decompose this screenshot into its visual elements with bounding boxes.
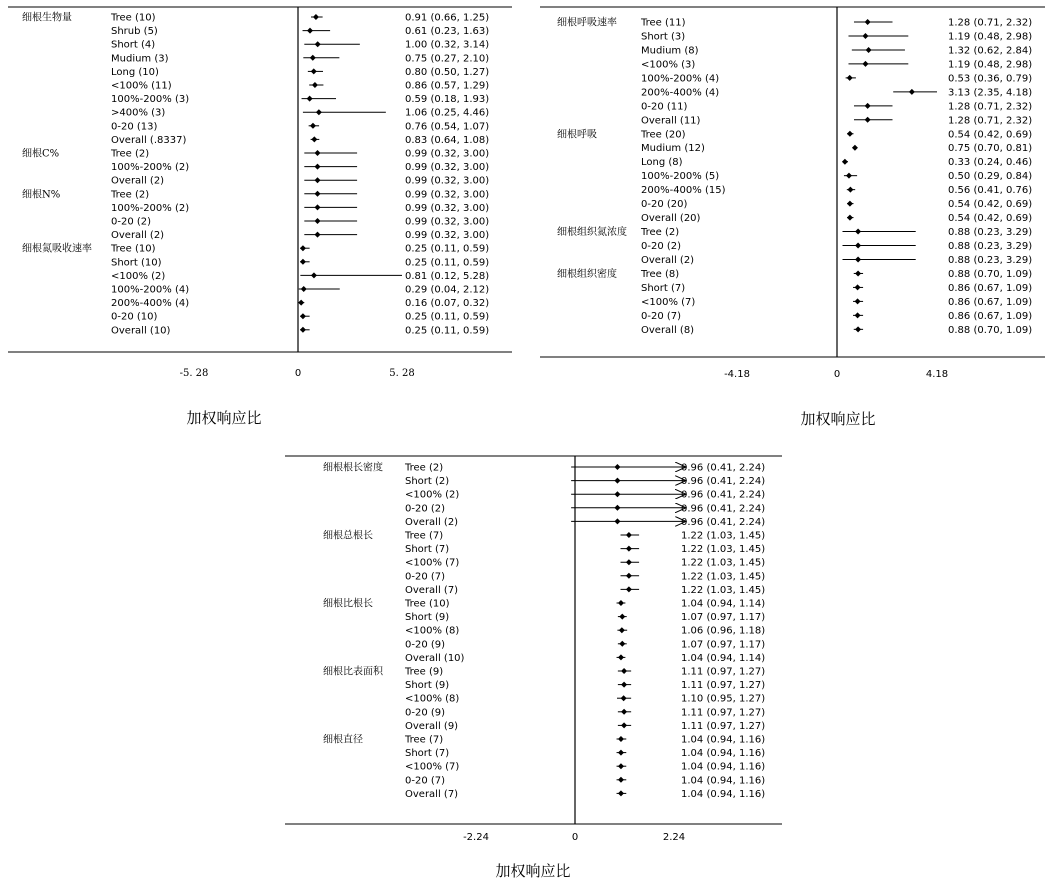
estimate-ci-text: 0.99 (0.32, 3.00) xyxy=(405,230,490,242)
estimate-ci-text: 1.28 (0.71, 2.32) xyxy=(948,115,1033,127)
point-estimate-marker xyxy=(618,777,624,783)
row-label: Overall (7) xyxy=(405,584,459,596)
point-estimate-marker xyxy=(307,96,313,102)
point-estimate-marker xyxy=(855,243,861,249)
estimate-ci-text: 1.06 (0.25, 4.46) xyxy=(405,107,490,119)
point-estimate-marker xyxy=(619,614,625,620)
x-tick-label: -2.24 xyxy=(463,832,489,843)
row-label: Tree (20) xyxy=(641,129,686,141)
point-estimate-marker xyxy=(847,187,853,193)
point-estimate-marker xyxy=(626,586,632,592)
row-label: Short (7) xyxy=(641,282,686,294)
row-label: 0-20 (2) xyxy=(405,503,446,515)
row-label: Overall (9) xyxy=(405,720,459,732)
estimate-ci-text: 0.86 (0.67, 1.09) xyxy=(948,296,1033,308)
group-label: 细根N% xyxy=(22,189,61,201)
row-label: 0-20 (2) xyxy=(111,216,152,228)
estimate-ci-text: 1.32 (0.62, 2.84) xyxy=(948,45,1033,57)
estimate-ci-text: 0.25 (0.11, 0.59) xyxy=(405,325,490,337)
estimate-ci-text: 3.13 (2.35, 4.18) xyxy=(948,87,1033,99)
group-label: 细根呼吸速率 xyxy=(557,17,617,29)
row-label: 0-20 (9) xyxy=(405,639,446,651)
point-estimate-marker xyxy=(909,89,915,95)
row-label: 0-20 (10) xyxy=(111,311,158,323)
estimate-ci-text: 0.76 (0.54, 1.07) xyxy=(405,121,490,133)
estimate-ci-text: 0.99 (0.32, 3.00) xyxy=(405,148,490,160)
point-estimate-marker xyxy=(316,109,322,115)
row-label: Overall (7) xyxy=(405,788,459,800)
estimate-ci-text: 0.29 (0.04, 2.12) xyxy=(405,284,490,296)
point-estimate-marker xyxy=(618,654,624,660)
x-tick-label: 0 xyxy=(571,832,579,843)
row-label: 0-20 (2) xyxy=(641,241,682,253)
estimate-ci-text: 0.96 (0.41, 2.24) xyxy=(681,462,766,474)
point-estimate-marker xyxy=(855,326,861,332)
point-estimate-marker xyxy=(618,763,624,769)
estimate-ci-text: 0.54 (0.42, 0.69) xyxy=(948,213,1033,225)
estimate-ci-text: 0.99 (0.32, 3.00) xyxy=(405,202,490,214)
point-estimate-marker xyxy=(300,259,306,265)
point-estimate-marker xyxy=(626,546,632,552)
point-estimate-marker xyxy=(618,600,624,606)
row-label: <100% (7) xyxy=(405,761,460,773)
x-tick-label: -5. 28 xyxy=(179,368,209,379)
row-label: Long (10) xyxy=(111,66,159,78)
row-label: 0-20 (11) xyxy=(641,101,688,113)
row-label: Overall (.8337) xyxy=(111,134,187,146)
point-estimate-marker xyxy=(315,164,321,170)
estimate-ci-text: 0.99 (0.32, 3.00) xyxy=(405,216,490,228)
point-estimate-marker xyxy=(315,218,321,224)
estimate-ci-text: 1.04 (0.94, 1.16) xyxy=(681,788,766,800)
row-label: <100% (11) xyxy=(111,80,172,92)
point-estimate-marker xyxy=(315,41,321,47)
group-label: 细根C% xyxy=(22,148,60,160)
point-estimate-marker xyxy=(618,790,624,796)
forest-panel-2 xyxy=(540,7,1045,428)
estimate-ci-text: 1.22 (1.03, 1.45) xyxy=(681,571,766,583)
estimate-ci-text: 1.06 (0.96, 1.18) xyxy=(681,625,766,637)
estimate-ci-text: 0.54 (0.42, 0.69) xyxy=(948,199,1033,211)
point-estimate-marker xyxy=(621,695,627,701)
estimate-ci-text: 0.53 (0.36, 0.79) xyxy=(948,73,1033,85)
estimate-ci-text: 1.04 (0.94, 1.14) xyxy=(681,598,766,610)
point-estimate-marker xyxy=(847,75,853,81)
group-label: 细根组织氮浓度 xyxy=(557,227,627,239)
row-label: Overall (2) xyxy=(405,516,459,528)
row-label: Mudium (3) xyxy=(111,53,169,65)
row-label: Tree (10) xyxy=(111,12,156,24)
point-estimate-marker xyxy=(300,327,306,333)
point-estimate-marker xyxy=(301,286,307,292)
point-estimate-marker xyxy=(862,61,868,67)
group-label: 细根根长密度 xyxy=(323,462,383,474)
estimate-ci-text: 1.28 (0.71, 2.32) xyxy=(948,17,1033,29)
point-estimate-marker xyxy=(300,313,306,319)
group-label: 细根生物量 xyxy=(22,12,72,24)
estimate-ci-text: 1.22 (1.03, 1.45) xyxy=(681,530,766,542)
row-label: <100% (8) xyxy=(405,625,460,637)
estimate-ci-text: 1.28 (0.71, 2.32) xyxy=(948,101,1033,113)
estimate-ci-text: 1.10 (0.95, 1.27) xyxy=(681,693,766,705)
row-label: 0-20 (13) xyxy=(111,121,158,133)
row-label: Tree (2) xyxy=(641,227,680,239)
row-label: 200%-400% (4) xyxy=(641,87,720,99)
estimate-ci-text: 0.96 (0.41, 2.24) xyxy=(681,503,766,515)
row-label: Short (10) xyxy=(111,257,162,269)
estimate-ci-text: 0.16 (0.07, 0.32) xyxy=(405,298,490,310)
estimate-ci-text: 0.56 (0.41, 0.76) xyxy=(948,185,1033,197)
group-label: 细根直径 xyxy=(323,734,363,746)
point-estimate-marker xyxy=(315,204,321,210)
point-estimate-marker xyxy=(847,201,853,207)
estimate-ci-text: 0.91 (0.66, 1.25) xyxy=(405,12,490,24)
point-estimate-marker xyxy=(618,750,624,756)
point-estimate-marker xyxy=(614,464,620,470)
row-label: 100%-200% (2) xyxy=(111,202,190,214)
estimate-ci-text: 0.83 (0.64, 1.08) xyxy=(405,134,490,146)
row-label: Mudium (12) xyxy=(641,143,705,155)
row-label: <100% (7) xyxy=(405,557,460,569)
estimate-ci-text: 0.99 (0.32, 3.00) xyxy=(405,189,490,201)
row-label: <100% (7) xyxy=(641,296,696,308)
estimate-ci-text: 0.99 (0.32, 3.00) xyxy=(405,175,490,187)
row-label: Short (3) xyxy=(641,31,686,43)
estimate-ci-text: 1.04 (0.94, 1.16) xyxy=(681,748,766,760)
estimate-ci-text: 0.81 (0.12, 5.28) xyxy=(405,270,490,282)
point-estimate-marker xyxy=(855,298,861,304)
x-axis-title: 加权响应比 xyxy=(186,409,262,427)
estimate-ci-text: 0.96 (0.41, 2.24) xyxy=(681,476,766,488)
point-estimate-marker xyxy=(621,668,627,674)
row-label: <100% (8) xyxy=(405,693,460,705)
point-estimate-marker xyxy=(862,33,868,39)
estimate-ci-text: 0.99 (0.32, 3.00) xyxy=(405,162,490,174)
estimate-ci-text: 1.22 (1.03, 1.45) xyxy=(681,544,766,556)
point-estimate-marker xyxy=(865,103,871,109)
point-estimate-marker xyxy=(300,245,306,251)
estimate-ci-text: 0.96 (0.41, 2.24) xyxy=(681,516,766,528)
row-label: Short (7) xyxy=(405,748,450,760)
row-label: Overall (10) xyxy=(405,652,465,664)
point-estimate-marker xyxy=(855,270,861,276)
row-label: Tree (7) xyxy=(405,530,444,542)
estimate-ci-text: 1.04 (0.94, 1.14) xyxy=(681,652,766,664)
point-estimate-marker xyxy=(311,68,317,74)
estimate-ci-text: 0.88 (0.23, 3.29) xyxy=(948,241,1033,253)
estimate-ci-text: 1.22 (1.03, 1.45) xyxy=(681,584,766,596)
row-label: <100% (2) xyxy=(111,270,166,282)
point-estimate-marker xyxy=(852,145,858,151)
point-estimate-marker xyxy=(315,191,321,197)
x-tick-label: 2.24 xyxy=(662,832,686,843)
point-estimate-marker xyxy=(855,284,861,290)
point-estimate-marker xyxy=(619,627,625,633)
estimate-ci-text: 1.00 (0.32, 3.14) xyxy=(405,39,490,51)
row-label: 0-20 (7) xyxy=(405,571,446,583)
estimate-ci-text: 1.04 (0.94, 1.16) xyxy=(681,775,766,787)
row-label: >400% (3) xyxy=(111,107,166,119)
estimate-ci-text: 0.86 (0.67, 1.09) xyxy=(948,282,1033,294)
estimate-ci-text: 0.96 (0.41, 2.24) xyxy=(681,489,766,501)
row-label: <100% (3) xyxy=(641,59,696,71)
row-label: Short (2) xyxy=(405,476,450,488)
estimate-ci-text: 0.33 (0.24, 0.46) xyxy=(948,157,1033,169)
x-tick-label: 0 xyxy=(833,369,841,380)
row-label: Overall (8) xyxy=(641,324,695,336)
estimate-ci-text: 0.75 (0.27, 2.10) xyxy=(405,53,490,65)
row-label: Short (4) xyxy=(111,39,156,51)
row-label: Overall (10) xyxy=(111,325,171,337)
point-estimate-marker xyxy=(619,641,625,647)
point-estimate-marker xyxy=(846,173,852,179)
estimate-ci-text: 0.50 (0.29, 0.84) xyxy=(948,171,1033,183)
point-estimate-marker xyxy=(311,272,317,278)
row-label: Overall (2) xyxy=(641,254,695,266)
row-label: 100%-200% (4) xyxy=(111,284,190,296)
point-estimate-marker xyxy=(847,131,853,137)
row-label: 0-20 (20) xyxy=(641,199,688,211)
estimate-ci-text: 1.11 (0.97, 1.27) xyxy=(681,680,766,692)
row-label: Overall (20) xyxy=(641,213,701,225)
point-estimate-marker xyxy=(865,19,871,25)
estimate-ci-text: 0.80 (0.50, 1.27) xyxy=(405,66,490,78)
row-label: Short (7) xyxy=(405,544,450,556)
row-label: Tree (10) xyxy=(405,598,450,610)
x-tick-label: 5. 28 xyxy=(389,368,415,379)
row-label: 100%-200% (5) xyxy=(641,171,720,183)
row-label: 200%-400% (4) xyxy=(111,298,190,310)
forest-panel-3 xyxy=(285,456,782,880)
point-estimate-marker xyxy=(626,573,632,579)
estimate-ci-text: 0.59 (0.18, 1.93) xyxy=(405,94,490,106)
estimate-ci-text: 0.86 (0.57, 1.29) xyxy=(405,80,490,92)
estimate-ci-text: 1.04 (0.94, 1.16) xyxy=(681,761,766,773)
estimate-ci-text: 1.11 (0.97, 1.27) xyxy=(681,707,766,719)
point-estimate-marker xyxy=(307,28,313,34)
row-label: 100%-200% (2) xyxy=(111,162,190,174)
point-estimate-marker xyxy=(312,82,318,88)
row-label: Overall (2) xyxy=(111,230,165,242)
estimate-ci-text: 0.88 (0.23, 3.29) xyxy=(948,254,1033,266)
x-axis-title: 加权响应比 xyxy=(800,410,876,428)
row-label: 200%-400% (15) xyxy=(641,185,726,197)
point-estimate-marker xyxy=(855,312,861,318)
estimate-ci-text: 0.88 (0.70, 1.09) xyxy=(948,268,1033,280)
point-estimate-marker xyxy=(310,123,316,129)
estimate-ci-text: 1.07 (0.97, 1.17) xyxy=(681,612,766,624)
x-tick-label: 4.18 xyxy=(925,369,949,380)
row-label: 0-20 (9) xyxy=(405,707,446,719)
point-estimate-marker xyxy=(866,47,872,53)
row-label: Tree (2) xyxy=(111,148,150,160)
estimate-ci-text: 0.88 (0.23, 3.29) xyxy=(948,227,1033,239)
estimate-ci-text: 0.88 (0.70, 1.09) xyxy=(948,324,1033,336)
group-label: 细根总根长 xyxy=(323,530,373,542)
estimate-ci-text: 0.86 (0.67, 1.09) xyxy=(948,310,1033,322)
row-label: Overall (11) xyxy=(641,115,701,127)
row-label: Tree (8) xyxy=(641,268,680,280)
row-label: Long (8) xyxy=(641,157,683,169)
point-estimate-marker xyxy=(315,177,321,183)
estimate-ci-text: 1.11 (0.97, 1.27) xyxy=(681,666,766,678)
point-estimate-marker xyxy=(313,14,319,20)
point-estimate-marker xyxy=(614,478,620,484)
point-estimate-marker xyxy=(614,518,620,524)
point-estimate-marker xyxy=(842,159,848,165)
estimate-ci-text: 1.19 (0.48, 2.98) xyxy=(948,31,1033,43)
point-estimate-marker xyxy=(847,215,853,221)
estimate-ci-text: 0.25 (0.11, 0.59) xyxy=(405,311,490,323)
row-label: Overall (2) xyxy=(111,175,165,187)
estimate-ci-text: 1.19 (0.48, 2.98) xyxy=(948,59,1033,71)
row-label: Tree (11) xyxy=(641,17,686,29)
point-estimate-marker xyxy=(626,559,632,565)
point-estimate-marker xyxy=(310,55,316,61)
x-axis-title: 加权响应比 xyxy=(495,862,571,880)
point-estimate-marker xyxy=(315,232,321,238)
x-tick-label: 0 xyxy=(294,368,302,379)
row-label: Tree (7) xyxy=(405,734,444,746)
point-estimate-marker xyxy=(311,136,317,142)
group-label: 细根比表面积 xyxy=(323,666,383,678)
row-label: Tree (2) xyxy=(111,189,150,201)
estimate-ci-text: 0.75 (0.70, 0.81) xyxy=(948,143,1033,155)
row-label: 100%-200% (4) xyxy=(641,73,720,85)
estimate-ci-text: 1.04 (0.94, 1.16) xyxy=(681,734,766,746)
group-label: 细根组织密度 xyxy=(557,268,617,280)
row-label: 0-20 (7) xyxy=(405,775,446,787)
estimate-ci-text: 0.61 (0.23, 1.63) xyxy=(405,26,490,38)
group-label: 细根比根长 xyxy=(323,598,373,610)
row-label: Short (9) xyxy=(405,680,450,692)
point-estimate-marker xyxy=(614,491,620,497)
point-estimate-marker xyxy=(626,532,632,538)
estimate-ci-text: 1.07 (0.97, 1.17) xyxy=(681,639,766,651)
point-estimate-marker xyxy=(315,150,321,156)
point-estimate-marker xyxy=(614,505,620,511)
point-estimate-marker xyxy=(621,722,627,728)
row-label: 0-20 (7) xyxy=(641,310,682,322)
row-label: <100% (2) xyxy=(405,489,460,501)
estimate-ci-text: 1.22 (1.03, 1.45) xyxy=(681,557,766,569)
estimate-ci-text: 1.11 (0.97, 1.27) xyxy=(681,720,766,732)
point-estimate-marker xyxy=(865,117,871,123)
estimate-ci-text: 0.25 (0.11, 0.59) xyxy=(405,243,490,255)
x-tick-label: -4.18 xyxy=(724,369,750,380)
point-estimate-marker xyxy=(298,300,304,306)
point-estimate-marker xyxy=(618,736,624,742)
point-estimate-marker xyxy=(855,229,861,235)
point-estimate-marker xyxy=(855,256,861,262)
point-estimate-marker xyxy=(621,709,627,715)
row-label: Mudium (8) xyxy=(641,45,699,57)
group-label: 细根氮吸收速率 xyxy=(22,243,92,255)
group-label: 细根呼吸 xyxy=(557,129,597,141)
row-label: Shrub (5) xyxy=(111,26,158,38)
point-estimate-marker xyxy=(621,682,627,688)
row-label: Tree (9) xyxy=(405,666,444,678)
row-label: 100%-200% (3) xyxy=(111,94,190,106)
estimate-ci-text: 0.25 (0.11, 0.59) xyxy=(405,257,490,269)
row-label: Short (9) xyxy=(405,612,450,624)
row-label: Tree (2) xyxy=(405,462,444,474)
estimate-ci-text: 0.54 (0.42, 0.69) xyxy=(948,129,1033,141)
forest-panel-1 xyxy=(8,7,512,427)
row-label: Tree (10) xyxy=(111,243,156,255)
